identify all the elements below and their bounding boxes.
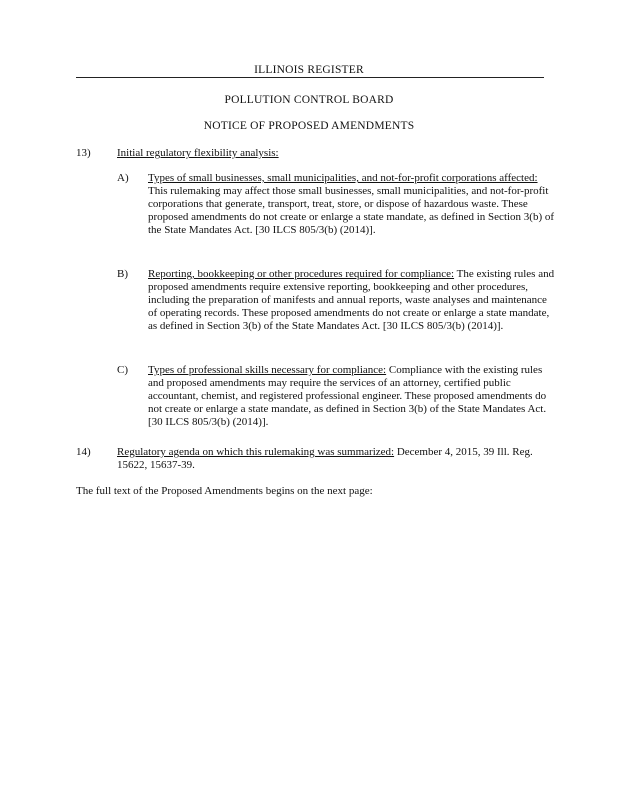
subsection-c-body <box>148 364 558 429</box>
section-14-label: Regulatory agenda on which this rulemaking was summarized: <box>117 446 395 458</box>
register-title: ILLINOIS REGISTER <box>254 64 364 76</box>
section-14-body <box>117 446 557 472</box>
subsection-b-letter: B) <box>117 268 128 280</box>
subsection-c-letter: C) <box>117 364 128 376</box>
closing-line: The full text of the Proposed Amendments begins on the next page: <box>76 485 373 497</box>
board-title: POLLUTION CONTROL BOARD <box>224 94 394 106</box>
section-13-number: 13) <box>76 147 91 159</box>
subsection-a-label: Types of small businesses, small municipalities, and not-for-profit corporations affected: <box>148 172 538 184</box>
section-14-number: 14) <box>76 446 91 458</box>
notice-title: NOTICE OF PROPOSED AMENDMENTS <box>203 120 415 132</box>
subsection-b-text: The existing rules and proposed amendments require extensive reporting, bookkeeping and other procedures, including the preparation of manifests and annual reports, waste analyses and maintenance of operating records. These proposed amendments do not create or enlarge a state mandate, as defined in Section 3(b) of the State Mandates Act. [30 ILCS 805/3(b) (2014)]. <box>148 268 555 332</box>
section-14-text: December 4, 2015, 39 Ill. Reg. 15622, 15637-39. <box>117 446 533 471</box>
subsection-a-letter: A) <box>117 172 129 184</box>
section-13-title <box>117 147 557 160</box>
section-13-title-text: Initial regulatory flexibility analysis: <box>117 147 279 159</box>
subsection-b-label: Reporting, bookkeeping or other procedures required for compliance: <box>148 268 455 280</box>
subsection-a-text: This rulemaking may affect those small businesses, small municipalities, and not-for-profit corporations that generate, transport, treat, store, or dispose of hazardous waste. These proposed amendments do not create or enlarge a state mandate, as defined in Section 3(b) of the State Mandates Act. [30 ILCS 805/3(b) (2014)]. <box>148 185 555 236</box>
header-rule <box>76 77 544 78</box>
subsection-c-text: Compliance with the existing rules and proposed amendments may require the services of an attorney, certified public accountant, chemist, and registered professional engineer. These proposed amendments do not create or enlarge a state mandate, as defined in Section 3(b) of the State Mandates Act. [30 ILCS 805/3(b) (2014)]. <box>148 364 547 428</box>
subsection-a-body <box>148 172 558 237</box>
subsection-c-label: Types of professional skills necessary for compliance: <box>148 364 387 376</box>
subsection-b-body <box>148 268 558 333</box>
